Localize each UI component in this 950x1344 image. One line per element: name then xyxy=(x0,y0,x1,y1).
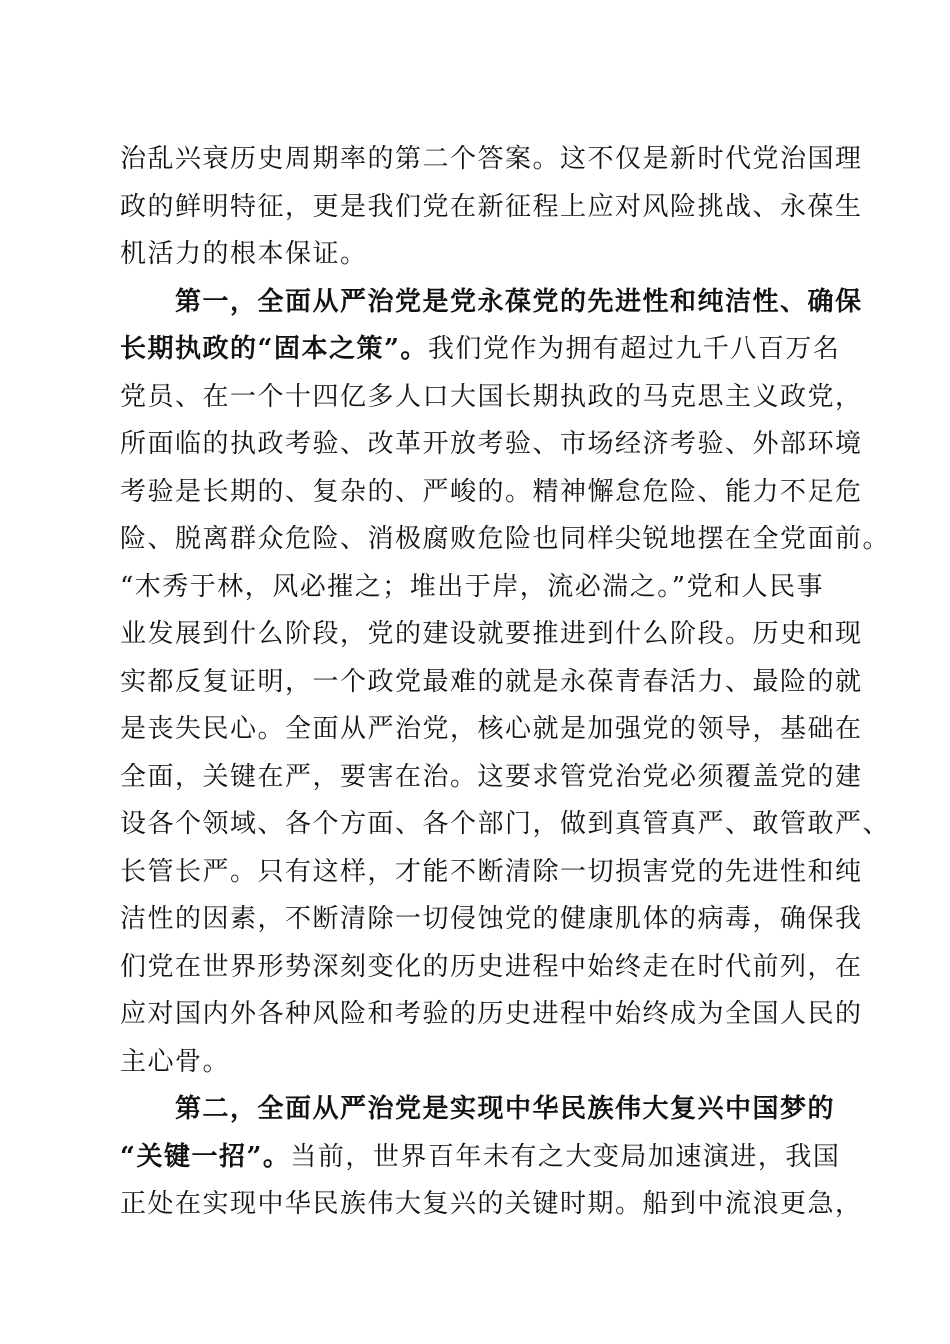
text-line xyxy=(120,659,863,707)
body-text xyxy=(120,136,891,1229)
text-line xyxy=(120,991,863,1039)
text-line xyxy=(120,754,863,802)
text-run: “木秀于林，风必摧之；堆出于岸，流必湍之。”党和人民事 xyxy=(120,571,825,602)
bold-text-run: 长期执政的“固本之策”。 xyxy=(120,334,428,364)
text-run: 们党在世界形势深刻变化的历史进程中始终走在时代前列，在 xyxy=(120,951,863,982)
text-line xyxy=(120,706,863,754)
text-line xyxy=(120,231,840,279)
text-run: 政的鲜明特征，更是我们党在新征程上应对风险挑战、永葆生 xyxy=(120,191,863,222)
text-line xyxy=(120,279,863,327)
text-line xyxy=(120,1039,840,1087)
text-run: 险、脱离群众危险、消极腐败危险也同样尖锐地摆在全党面前。 xyxy=(120,524,891,554)
text-line xyxy=(120,421,863,469)
text-line xyxy=(120,469,863,517)
text-run: 考验是长期的、复杂的、严峻的。精神懈怠危险、能力不足危 xyxy=(120,476,863,507)
text-run: 实都反复证明，一个政党最难的就是永葆青春活力、最险的就 xyxy=(120,666,863,697)
bold-text-run: 第二，全面从严治党是实现中华民族伟大复兴中国梦的 xyxy=(120,1094,836,1124)
text-line xyxy=(120,849,863,897)
text-run: 机活力的根本保证。 xyxy=(120,239,368,269)
text-run: 应对国内外各种风险和考验的历史进程中始终成为全国人民的 xyxy=(120,999,863,1029)
text-line xyxy=(120,564,840,612)
text-run: 党员、在一个十四亿多人口大国长期执政的马克思主义政党， xyxy=(120,381,863,412)
text-run: 洁性的因素，不断清除一切侵蚀党的健康肌体的病毒，确保我 xyxy=(120,904,863,934)
text-line xyxy=(120,136,863,184)
bold-text-run: “关键一招”。 xyxy=(120,1141,291,1172)
text-run: 业发展到什么阶段，党的建设就要推进到什么阶段。历史和现 xyxy=(120,619,863,649)
text-line xyxy=(120,516,891,564)
text-run: 所面临的执政考验、改革开放考验、市场经济考验、外部环境 xyxy=(120,429,863,459)
text-run: 主心骨。 xyxy=(120,1046,231,1077)
text-run: 治乱兴衰历史周期率的第二个答案。这不仅是新时代党治国理 xyxy=(120,144,863,174)
text-line xyxy=(120,1134,840,1182)
text-run: 长管长严。只有这样，才能不断清除一切损害党的先进性和纯 xyxy=(120,856,863,887)
text-line xyxy=(120,1086,840,1134)
text-line xyxy=(120,1181,863,1229)
text-line xyxy=(120,801,891,849)
text-run: 我们党作为拥有超过九千八百万名 xyxy=(427,334,841,364)
text-run: 设各个领域、各个方面、各个部门，做到真管真严、敢管敢严、 xyxy=(120,809,891,839)
text-run: 全面，关键在严，要害在治。这要求管党治党必须覆盖党的建 xyxy=(120,761,863,792)
text-run: 是丧失民心。全面从严治党，核心就是加强党的领导，基础在 xyxy=(120,714,863,744)
text-line xyxy=(120,944,863,992)
text-line xyxy=(120,374,863,422)
bold-text-run: 第一，全面从严治党是党永葆党的先进性和纯洁性、确保 xyxy=(120,286,863,317)
text-line xyxy=(120,184,863,232)
text-line xyxy=(120,326,840,374)
text-line xyxy=(120,611,863,659)
text-line xyxy=(120,896,863,944)
text-run: 当前，世界百年未有之大变局加速演进，我国 xyxy=(290,1141,841,1172)
text-run: 正处在实现中华民族伟大复兴的关键时期。船到中流浪更急， xyxy=(120,1189,863,1219)
